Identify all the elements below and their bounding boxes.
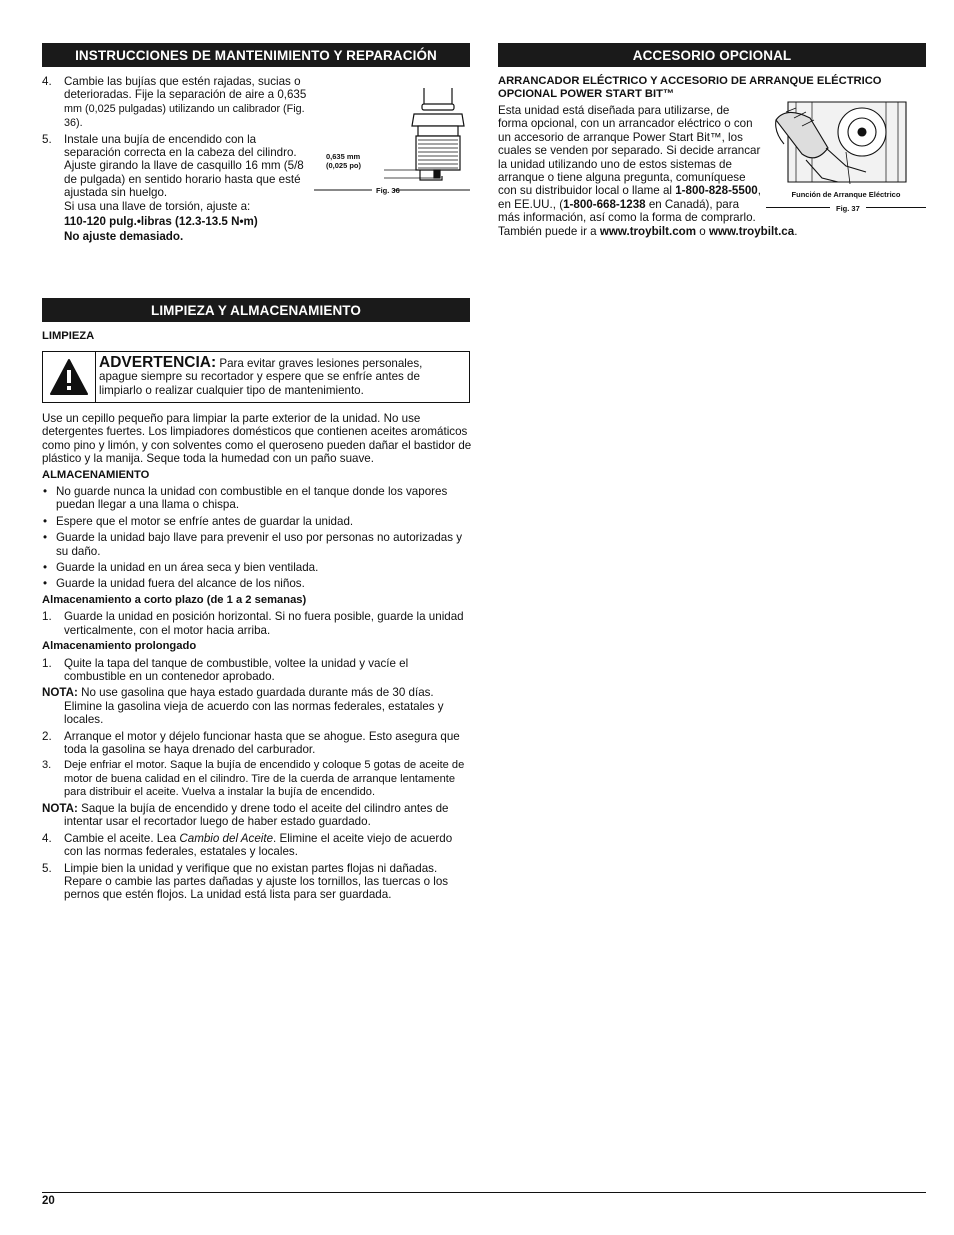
storage-bullet-item: [42, 485, 472, 512]
long-term-text-1: Quite la tapa del tanque de combustible, voltee la unidad y vacíe el combustible en un contenedor aprobado.: [64, 656, 409, 683]
accessory-title: ARRANCADOR ELÉCTRICO Y ACCESORIO DE ARRANQUE ELÉCTRICO OPCIONAL POWER START BIT™: [498, 75, 882, 100]
figure-37: [766, 104, 926, 222]
subheading-storage: ALMACENAMIENTO: [42, 468, 150, 481]
step-4-text-cont: mm (0,025 pulgadas) utilizando un calibrador (Fig. 36).: [64, 102, 305, 130]
long-term-number-2: 2.: [42, 729, 52, 743]
link-troybilt-ca[interactable]: www.troybilt.ca: [708, 224, 795, 238]
oil-change-reference: Cambio del Aceite: [179, 831, 274, 845]
torque-warning: No ajuste demasiado.: [64, 230, 184, 244]
torque-value: 110-120 pulg.•libras (12.3-13.5 N•m): [64, 215, 258, 229]
bullet-marker: •: [43, 577, 48, 591]
long-term-number-3: 3.: [42, 759, 52, 772]
long-term-step-3: [42, 759, 472, 799]
step-5: [42, 133, 310, 244]
accessory-body: [498, 104, 926, 238]
gap-inch: (0,025 po): [326, 161, 362, 170]
long-term-step-1: [42, 657, 472, 684]
link-troybilt-com[interactable]: www.troybilt.com: [599, 224, 697, 238]
fig-36-label: Fig. 36: [376, 186, 400, 195]
storage-bullet-text: Guarde la unidad fuera del alcance de los niños.: [56, 577, 305, 591]
note-1: [42, 686, 472, 726]
long-term-number-1: 1.: [42, 656, 52, 670]
figure-36: [312, 82, 472, 197]
note-2-label: NOTA:: [42, 801, 78, 815]
storage-bullet-item: [42, 531, 472, 558]
storage-bullet-text: Guarde la unidad bajo llave para prevenir el uso por personas no autorizadas y su daño.: [56, 531, 463, 558]
short-term-step-1: [42, 610, 472, 637]
warning-title: ADVERTENCIA:: [99, 354, 217, 371]
warning-message: Para evitar graves lesiones personales, apague siempre su recortador y espere que se enfríe antes de limpiarlo o realizar cualquier tipo de mantenimiento.: [99, 357, 423, 397]
subheading-long-term: Almacenamiento prolongado: [42, 640, 197, 653]
step-4-text: Cambie las bujías que estén rajadas, sucias o deterioradas. Fije la separación de aire a 0,635: [64, 75, 307, 102]
phone-us[interactable]: 1-800-828-5500: [675, 184, 758, 198]
bullet-marker: •: [43, 531, 48, 545]
cleaning-text: Use un cepillo pequeño para limpiar la parte exterior de la unidad. No use detergentes fuertes. Los limpiadores domésticos que contienen aceites aromáticos como pino y limón, y con solventes como el queroseno pueden dañar el bastidor de plástico y la manija. Seque toda la humedad con un paño suave.: [42, 412, 472, 466]
page-number: 20: [42, 1195, 55, 1207]
cleaning-header: LIMPIEZA Y ALMACENAMIENTO: [42, 298, 470, 322]
accessory-text-2: , en EE.UU., (: [498, 184, 761, 211]
gap-mm: 0,635 mm: [326, 152, 361, 161]
storage-bullet-text: Espere que el motor se enfríe antes de guardar la unidad.: [56, 514, 354, 528]
note-2: [42, 802, 472, 829]
subheading-cleaning: LIMPIEZA: [42, 330, 95, 342]
note-1-text: No use gasolina que haya estado guardada durante más de 30 días. Elimine la gasolina vieja de acuerdo con las normas federales, estatales y locales.: [64, 686, 444, 727]
warning-icon: [43, 352, 95, 402]
bullet-marker: •: [43, 561, 48, 575]
spark-plug-illustration: [312, 82, 472, 197]
step-4-number: 4.: [42, 75, 52, 88]
step-5-text: Instale una bujía de encendido con la separación correcta en la cabeza del cilindro. Ajuste girando la llave de casquillo 16 mm (5/8 de pulgada) en sentido horario hasta que esté ajustada sin huelgo.: [64, 132, 304, 200]
warning-box: [42, 351, 470, 403]
gap-label: [326, 152, 361, 170]
storage-bullet-item: [42, 561, 472, 574]
long-term-text-5: Limpie bien la unidad y verifique que no existan partes flojas ni dañadas. Repare o cambie las partes dañadas y ajuste los tornillos, las tuercas o los pernos que estén flojos. La unidad está lista para ser guardada.: [64, 861, 449, 902]
long-term-text-4b: . Elimine el aceite viejo de acuerdo con las normas federales, estatales y locales.: [64, 831, 453, 859]
phone-canada[interactable]: 1-800-668-1238: [563, 197, 646, 211]
accessory-text-4: o: [696, 224, 709, 238]
step-5-number: 5.: [42, 132, 52, 146]
long-term-number-4: 4.: [42, 831, 52, 845]
fig-37-label: Fig. 37: [836, 204, 860, 213]
footer-rule: [42, 1192, 926, 1193]
long-term-text-3: Deje enfriar el motor. Saque la bujía de encendido y coloque 5 gotas de aceite de motor de buena calidad en el cilindro. Tire de la cuerda de arranque lentamente para distribuir el aceite. Vuelva a instalar la bujía de encendido.: [64, 759, 465, 798]
fig-37-caption: Función de Arranque Eléctrico: [791, 190, 901, 199]
storage-bullet-text: Guarde la unidad en un área seca y bien ventilada.: [56, 561, 319, 575]
long-term-step-4: [42, 832, 472, 859]
accessory-text-1: Esta unidad está diseñada para utilizarse, de forma opcional, con un arrancador eléctrico o con un accesorio de arranque Power Start Bit™, los cuales se venden por separado. Si decide arrancar la unidad utilizando uno de estos sistemas de arranque o tiene alguna pregunta, comuníquese con su distribuidor local o llame al: [498, 104, 761, 198]
fig-37-rule: [766, 202, 926, 212]
short-term-text: Guarde la unidad en posición horizontal. Si no fuera posible, guarde la unidad verticalmente, con el motor hacia arriba.: [64, 610, 464, 637]
accessory-text-5: .: [794, 224, 798, 238]
step-4: [42, 75, 310, 131]
long-term-step-5: [42, 862, 472, 902]
long-term-text-4a: Cambie el aceite. Lea: [64, 831, 180, 845]
cleaning-storage-body: [42, 412, 472, 902]
maintenance-header: INSTRUCCIONES DE MANTENIMIENTO Y REPARACIÓN: [42, 43, 470, 67]
storage-bullet-text: No guarde nunca la unidad con combustible en el tanque donde los vapores puedan llegar a una llama o chispa.: [56, 485, 448, 512]
accessory-header: ACCESORIO OPCIONAL: [498, 43, 926, 67]
storage-bullet-item: [42, 577, 472, 590]
maintenance-steps: [42, 75, 310, 244]
storage-bullet-item: [42, 515, 472, 528]
note-1-label: NOTA:: [42, 686, 78, 700]
long-term-step-2: [42, 730, 472, 757]
bullet-marker: •: [43, 485, 48, 499]
long-term-number-5: 5.: [42, 861, 52, 875]
accessory-text-3: en Canadá), para más información, así como la forma de comprarlo. También puede ir a: [498, 197, 756, 238]
subheading-short-term: Almacenamiento a corto plazo (de 1 a 2 semanas): [42, 593, 307, 606]
short-term-number: 1.: [42, 610, 52, 624]
warning-icon-cell: [43, 352, 96, 402]
long-term-text-2: Arranque el motor y déjelo funcionar hasta que se ahogue. Esto asegura que toda la gasolina se haya drenado del carburador.: [64, 729, 460, 756]
bullet-marker: •: [43, 514, 48, 528]
warning-text: [99, 356, 463, 397]
torque-intro: Si usa una llave de torsión, ajuste a:: [64, 199, 251, 213]
note-2-text: Saque la bujía de encendido y drene todo el aceite del cilindro antes de intentar usar el recortador luego de haber estado guardado.: [64, 801, 449, 829]
electric-start-illustration: [766, 92, 926, 192]
storage-bullets: [42, 485, 472, 591]
